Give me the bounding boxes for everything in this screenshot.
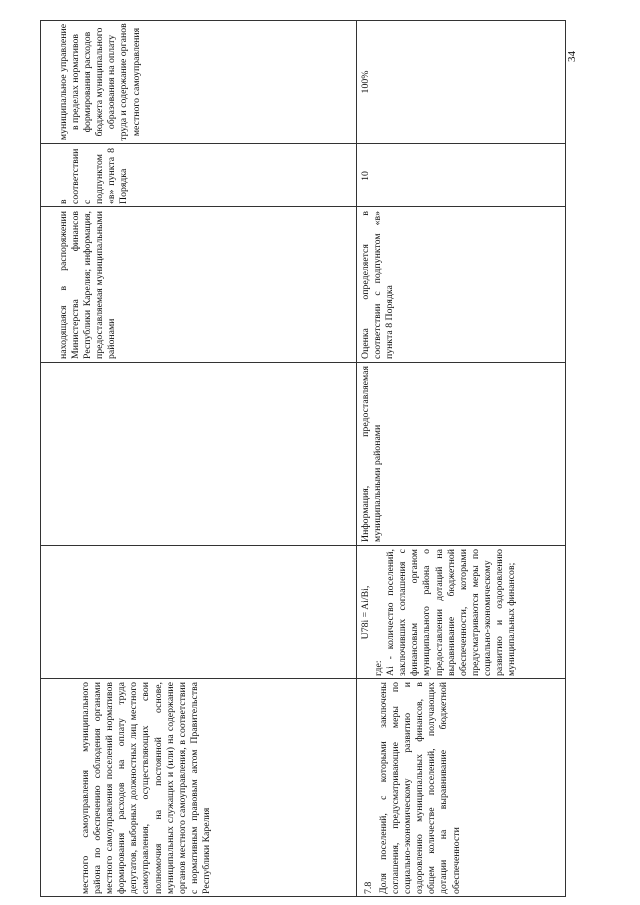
row1-col5-method: в соответствии с подпунктом «в» пункта 8 Порядка	[58, 148, 130, 204]
formula: U78i = Ai/Bi,	[360, 585, 371, 640]
col-divider-4	[40, 206, 566, 207]
col-divider-2	[40, 545, 566, 546]
col-divider-3	[40, 362, 566, 363]
table-border-bottom	[565, 20, 566, 897]
row2-col6-weight: 10	[360, 171, 371, 181]
row1-col2-description: местного самоуправления муниципального района по обеспечению соблюдения органами местного самоуправления поселений нормативов формирования расходов на оплату труда депутатов, выборных должностных лиц местного самоуправления, осуществляющих свои полномочия на постоянной основе, муниципальных служащих и (или) на содержание органов местного самоуправления, в соответствии с нормативным правовым актом Правительства Республики Карелия	[80, 682, 212, 894]
row2-col1-number: 7.8	[363, 881, 374, 894]
row1-col4-source: находящаяся в распоряжении Министерства финансов Республики Карелия; информация, предоставляемая муниципальными районами	[58, 211, 118, 359]
row2-col4-source: Информация, предоставляемая муниципальными районами	[360, 366, 384, 542]
page-number: 34	[566, 51, 578, 62]
table-border-right	[40, 20, 566, 21]
row2-col3-formula: U78i = Ai/Bi, где: Ai - количество поселений, заключивших соглашения с финансовым органом муниципального района о предоставлении дотаций на выравнивание бюджетной обеспеченности, которыми предусматриваются меры по социально-экономическому развитию и оздоровлению муниципальных финансов;	[360, 549, 518, 676]
col-divider-5	[40, 143, 566, 144]
row2-col2-description: Доля поселений, с которыми заключены соглашения, предусматривающие меры по социально-экономическому развитию и оздоровлению муниципальных финансов, в общем количестве поселений, получающих дотации на выравнивание бюджетной обеспеченности	[378, 682, 462, 894]
col-divider-1	[40, 678, 566, 679]
table-border-left	[40, 896, 566, 897]
row-divider	[356, 20, 357, 897]
row2-col5-method: Оценка определяется в соответствии с подпунктом «в» пункта 8 Порядка	[360, 211, 396, 359]
table-border-top	[40, 20, 41, 897]
row2-col7-target: 100%	[360, 70, 371, 94]
row1-col7-target: муниципальное управление в пределах нормативов формирования расходов бюджета муниципального образования на оплату труда и содержание органов местного самоуправления	[58, 23, 142, 141]
